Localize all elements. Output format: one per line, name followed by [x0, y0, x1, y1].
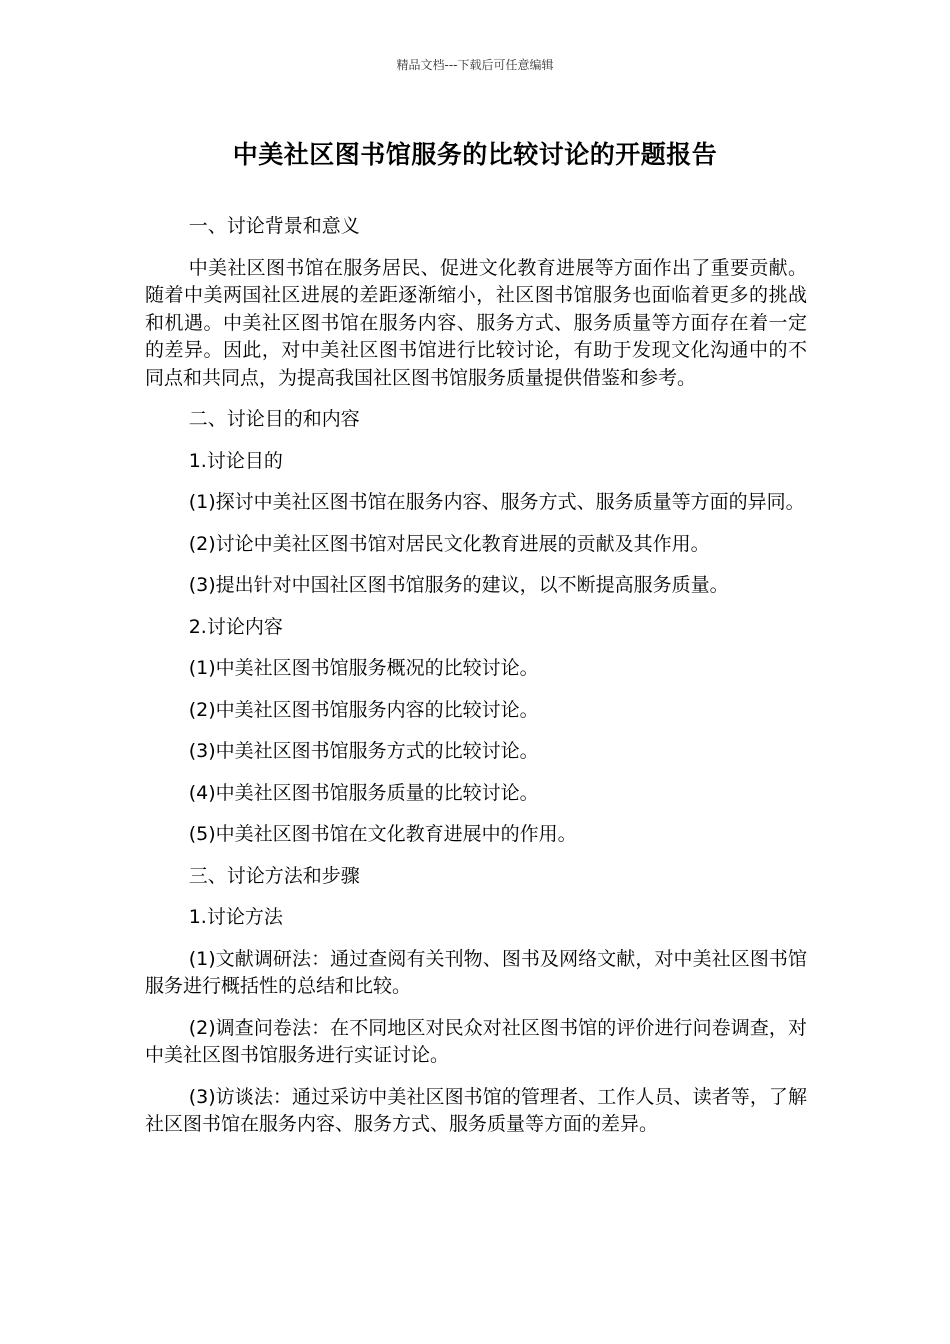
- subheading-content: 2.讨论内容: [188, 615, 283, 638]
- list-item: (2)中美社区图书馆服务内容的比较讨论。: [188, 698, 539, 721]
- list-item: (3)中美社区图书馆服务方式的比较讨论。: [188, 740, 539, 762]
- list-item: (4)中美社区图书馆服务质量的比较讨论。: [188, 781, 539, 804]
- list-item: (3)访谈法：通过采访中美社区图书馆的管理者、工作人员、读者等，了解社区图书馆在服务内容、服务方式、服务质量等方面的差异。: [145, 1085, 807, 1135]
- list-item: (1)探讨中美社区图书馆在服务内容、服务方式、服务质量等方面的异同。: [188, 491, 805, 513]
- subheading-objectives: 1.讨论目的: [188, 449, 283, 472]
- list-item: (2)讨论中美社区图书馆对居民文化教育进展的贡献及其作用。: [188, 532, 710, 555]
- list-item: (1)文献调研法：通过查阅有关刊物、图书及网络文献，对中美社区图书馆服务进行概括性的总结和比较。: [145, 947, 807, 997]
- paragraph-background: 中美社区图书馆在服务居民、促进文化教育进展等方面作出了重要贡献。随着中美两国社区进展的差距逐渐缩小，社区图书馆服务也面临着更多的挑战和机遇。中美社区图书馆在服务内容、服务方式、服务质量等方面存在着一定的差异。因此，对中美社区图书馆进行比较讨论，有助于发现文化沟通中的不同点和共同点，为提高我国社区图书馆服务质量提供借鉴和参考。: [145, 256, 807, 389]
- list-item: (1)中美社区图书馆服务概况的比较讨论。: [188, 657, 539, 679]
- list-item: (3)提出针对中国社区图书馆服务的建议，以不断提高服务质量。: [188, 574, 729, 596]
- page-header-watermark: 精品文档---下载后可任意编辑: [396, 58, 554, 72]
- section-heading-background: 一、讨论背景和意义: [188, 215, 360, 237]
- section-heading-objectives: 二、讨论目的和内容: [188, 408, 360, 430]
- subheading-methods: 1.讨论方法: [188, 906, 283, 928]
- list-item: (2)调查问卷法：在不同地区对民众对社区图书馆的评价进行问卷调查，对中美社区图书馆服务进行实证讨论。: [145, 1016, 807, 1066]
- document-title: 中美社区图书馆服务的比较讨论的开题报告: [232, 140, 718, 169]
- section-heading-methods: 三、讨论方法和步骤: [188, 864, 360, 887]
- list-item: (5)中美社区图书馆在文化教育进展中的作用。: [188, 823, 577, 845]
- document-body: [145, 213, 807, 1153]
